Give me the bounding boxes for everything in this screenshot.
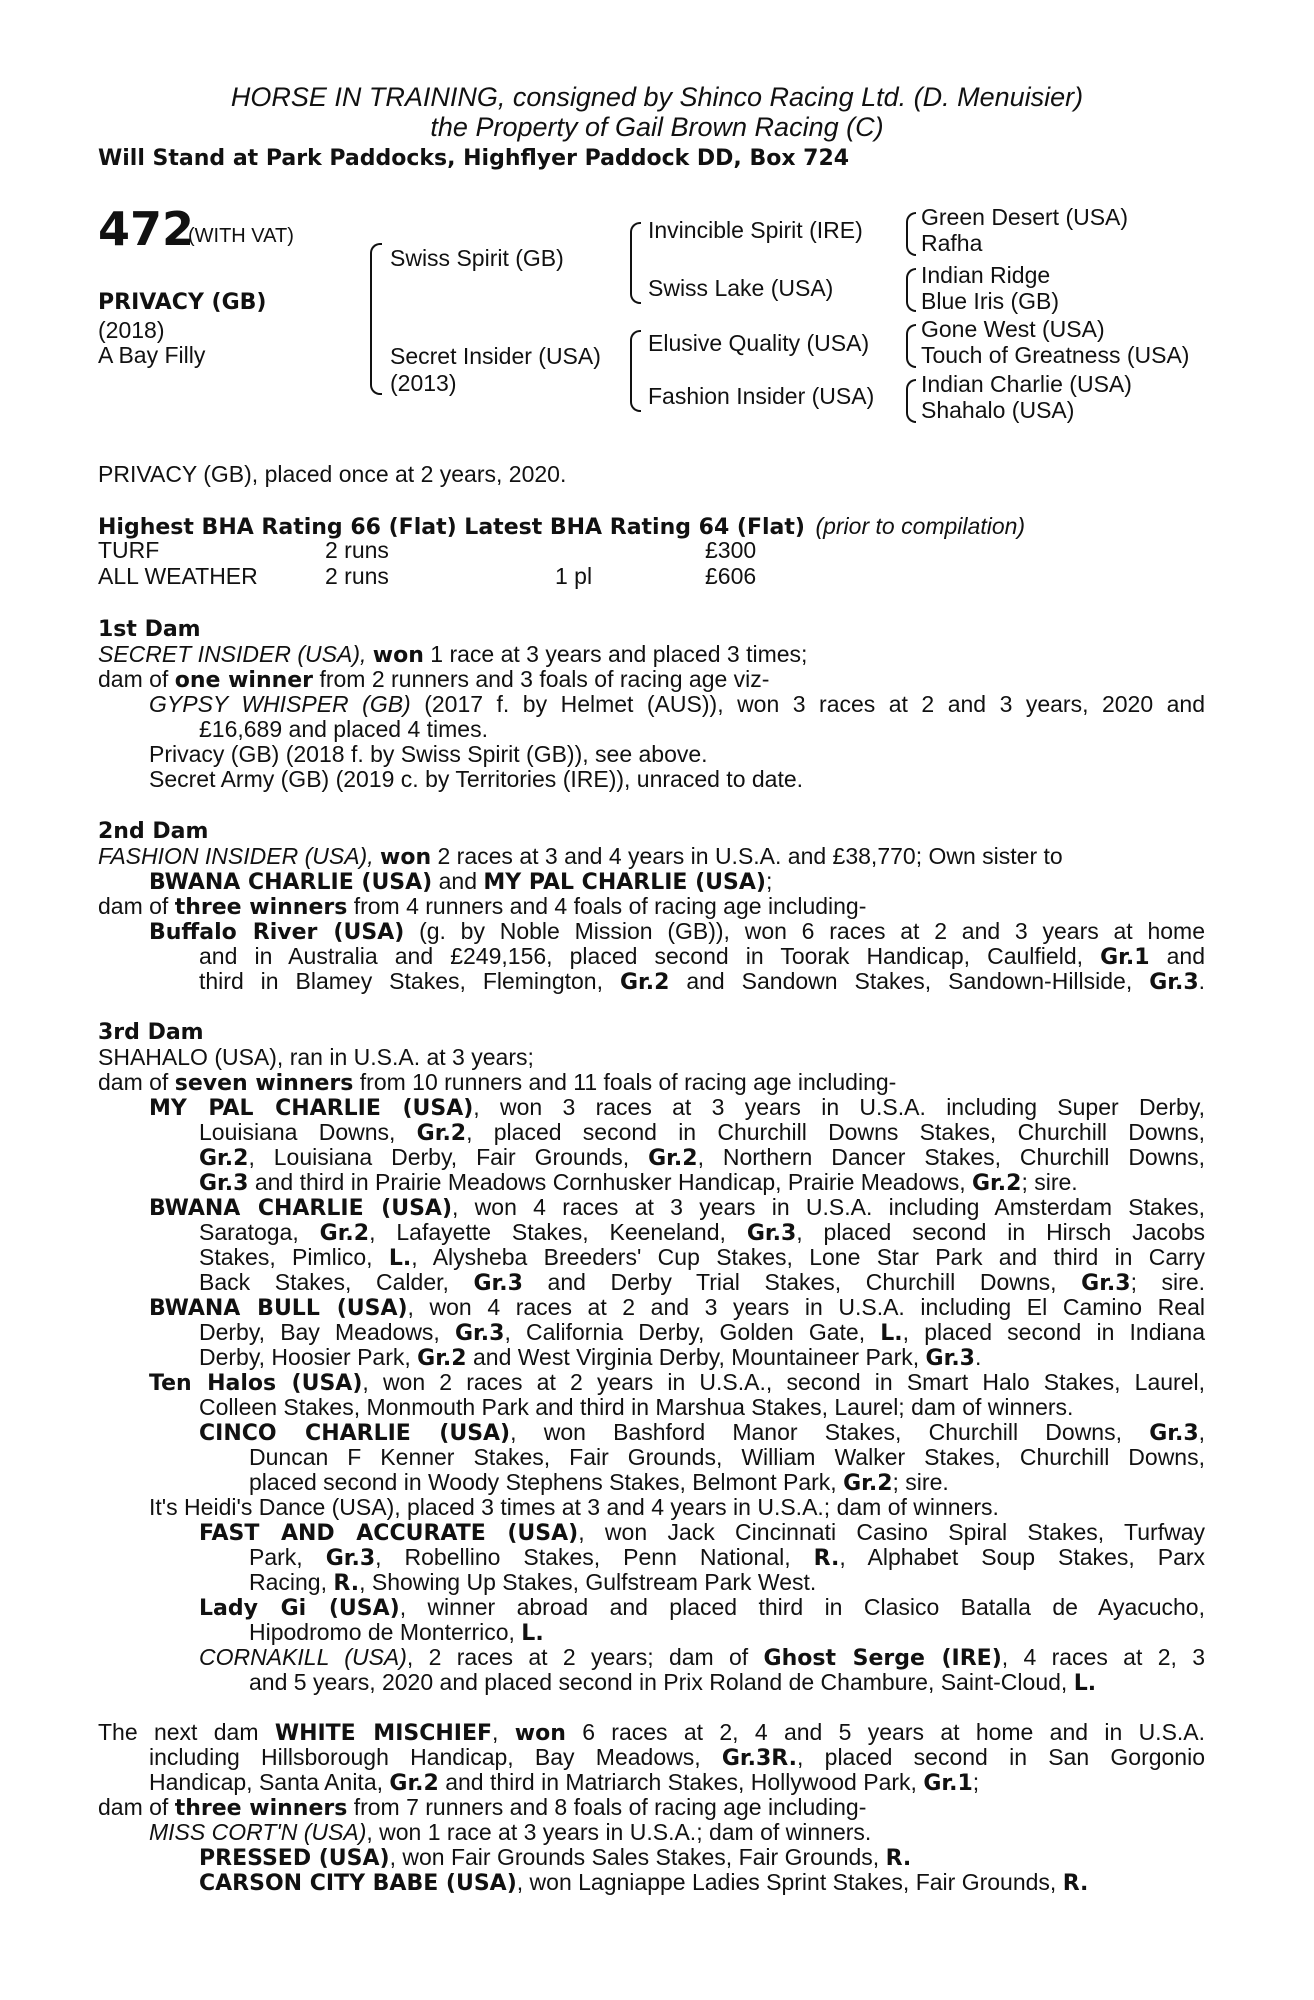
bwana-bull-line-1: BWANA BULL (USA), won 4 races at 2 and 3 years in U.S.A. including El Camino Real: [149, 1294, 1205, 1321]
my-pal-charlie-line-2: Louisiana Downs, Gr.2, placed second in Churchill Downs Stakes, Churchill Downs,: [199, 1119, 1205, 1146]
first-dam-heading: 1st Dam: [98, 617, 201, 642]
horse-year: (2018): [98, 317, 165, 343]
pedigree-ssd: Rafha: [921, 230, 983, 256]
pedigree-sire: Swiss Spirit (GB): [390, 245, 564, 271]
next-dam-line-1: The next dam WHITE MISCHIEF, won 6 races at 2, 4 and 5 years at home and in U.S.A.: [98, 1719, 1206, 1746]
pedigree-brace-ds: [906, 324, 916, 368]
pedigree-sdd: Blue Iris (GB): [921, 288, 1060, 314]
pedigree-brace-sd: [906, 268, 916, 312]
header-line-1: HORSE IN TRAINING, consigned by Shinco Racing Ltd. (D. Menuisier): [230, 82, 1084, 112]
buffalo-river-line-3: third in Blamey Stakes, Flemington, Gr.2 and Sandown Stakes, Sandown-Hillside, Gr.3.: [199, 968, 1206, 995]
third-dam-heading: 3rd Dam: [98, 1020, 204, 1045]
carson-city-babe-entry: CARSON CITY BABE (USA), won Lagniappe Ladies Sprint Stakes, Fair Grounds, R.: [199, 1869, 1089, 1896]
pedigree-dam: Secret Insider (USA): [390, 343, 601, 369]
second-dam-line-3: dam of three winners from 4 runners and 4 foals of racing age including-: [98, 893, 867, 920]
vat-note: (WITH VAT): [188, 225, 294, 247]
first-dam-line-2: dam of one winner from 2 runners and 3 foals of racing age viz-: [98, 666, 770, 693]
first-dam-line-1: SECRET INSIDER (USA), won 1 race at 3 years and placed 3 times;: [98, 641, 808, 668]
cinco-charlie-line-3: placed second in Woody Stephens Stakes, Belmont Park, Gr.2; sire.: [249, 1469, 949, 1496]
bwana-bull-line-2: Derby, Bay Meadows, Gr.3, California Derby, Golden Gate, L., placed second in Indiana: [199, 1319, 1206, 1346]
horse-description: A Bay Filly: [98, 342, 206, 368]
pedigree-dd: Fashion Insider (USA): [648, 383, 875, 409]
cinco-charlie-line-1: CINCO CHARLIE (USA), won Bashford Manor Stakes, Churchill Downs, Gr.3,: [199, 1419, 1206, 1446]
pedigree-brace-sire: [630, 222, 641, 304]
pedigree-ddd: Shahalo (USA): [921, 397, 1075, 423]
gypsy-whisper-line-2: £16,689 and placed 4 times.: [199, 716, 488, 742]
cinco-charlie-line-2: Duncan F Kenner Stakes, Fair Grounds, William Walker Stakes, Churchill Downs,: [249, 1444, 1205, 1470]
heidis-dance-entry: It's Heidi's Dance (USA), placed 3 times at 3 and 4 years in U.S.A.; dam of winners.: [149, 1494, 999, 1520]
lot-number: 472: [98, 202, 195, 256]
lady-gi-line-2: Hipodromo de Monterrico, L.: [249, 1619, 544, 1646]
lady-gi-line-1: Lady Gi (USA), winner abroad and placed third in Clasico Batalla de Ayacucho,: [199, 1594, 1205, 1621]
pedigree-sss: Green Desert (USA): [921, 204, 1129, 230]
second-dam-heading: 2nd Dam: [98, 819, 209, 844]
header-line-3: Will Stand at Park Paddocks, Highflyer Paddock DD, Box 724: [98, 146, 850, 171]
pedigree-brace-main: [370, 243, 382, 395]
header-line-2: the Property of Gail Brown Racing (C): [430, 112, 884, 142]
cornakill-line-1: CORNAKILL (USA), 2 races at 2 years; dam of Ghost Serge (IRE), 4 races at 2, 3: [199, 1644, 1206, 1671]
my-pal-charlie-line-1: MY PAL CHARLIE (USA), won 3 races at 3 years in U.S.A. including Super Derby,: [149, 1094, 1205, 1121]
pedigree-dsd: Touch of Greatness (USA): [921, 342, 1190, 368]
aw-surface: ALL WEATHER: [98, 563, 258, 589]
my-pal-charlie-line-4: Gr.3 and third in Prairie Meadows Cornhusker Handicap, Prairie Meadows, Gr.2; sire.: [199, 1169, 1078, 1196]
next-dam-line-4: dam of three winners from 7 runners and 8 foals of racing age including-: [98, 1794, 867, 1821]
turf-runs: 2 runs: [325, 537, 389, 563]
pedigree-dds: Indian Charlie (USA): [921, 371, 1132, 397]
miss-cortn-entry: MISS CORT'N (USA), won 1 race at 3 years in U.S.A.; dam of winners.: [149, 1819, 872, 1845]
third-dam-line-1: SHAHALO (USA), ran in U.S.A. at 3 years;: [98, 1044, 534, 1070]
bha-rating-text: Highest BHA Rating 66 (Flat) Latest BHA Rating 64 (Flat): [98, 515, 805, 540]
bwana-charlie-line-1: BWANA CHARLIE (USA), won 4 races at 3 years in U.S.A. including Amsterdam Stakes,: [149, 1194, 1205, 1221]
bwana-bull-line-3: Derby, Hoosier Park, Gr.2 and West Virginia Derby, Mountaineer Park, Gr.3.: [199, 1344, 982, 1371]
bha-rating-note: (prior to compilation): [815, 513, 1026, 539]
secret-army-entry: Secret Army (GB) (2019 c. by Territories (IRE)), unraced to date.: [149, 766, 804, 792]
pedigree-brace-ss: [906, 212, 916, 256]
fast-and-accurate-line-1: FAST AND ACCURATE (USA), won Jack Cincinnati Casino Spiral Stakes, Turfway: [199, 1519, 1205, 1546]
my-pal-charlie-line-3: Gr.2, Louisiana Derby, Fair Grounds, Gr.2, Northern Dancer Stakes, Churchill Downs,: [199, 1144, 1206, 1171]
pedigree-sds: Indian Ridge: [921, 262, 1051, 288]
second-dam-line-1: FASHION INSIDER (USA), won 2 races at 3 and 4 years in U.S.A. and £38,770; Own sister to: [98, 843, 1063, 870]
pedigree-dss: Gone West (USA): [921, 316, 1105, 342]
fast-and-accurate-line-2: Park, Gr.3, Robellino Stakes, Penn National, R., Alphabet Soup Stakes, Parx: [249, 1544, 1206, 1571]
horse-name: PRIVACY (GB): [98, 290, 267, 315]
pedigree-ss: Invincible Spirit (IRE): [648, 217, 863, 243]
cornakill-line-2: and 5 years, 2020 and placed second in Prix Roland de Chambure, Saint-Cloud, L.: [249, 1669, 1097, 1696]
bwana-charlie-line-3: Stakes, Pimlico, L., Alysheba Breeders' Cup Stakes, Lone Star Park and third in Carry: [199, 1244, 1206, 1271]
buffalo-river-line-1: Buffalo River (USA) (g. by Noble Mission (GB)), won 6 races at 2 and 3 years at home: [149, 918, 1206, 945]
pedigree-brace-dam: [630, 330, 641, 412]
turf-surface: TURF: [98, 537, 160, 563]
bwana-charlie-line-2: Saratoga, Gr.2, Lafayette Stakes, Keeneland, Gr.3, placed second in Hirsch Jacobs: [199, 1219, 1206, 1246]
second-dam-line-2: BWANA CHARLIE (USA) and MY PAL CHARLIE (USA);: [149, 868, 773, 895]
ten-halos-line-1: Ten Halos (USA), won 2 races at 2 years in U.S.A., second in Smart Halo Stakes, Laurel,: [149, 1369, 1205, 1396]
ten-halos-line-2: Colleen Stakes, Monmouth Park and third in Marshua Stakes, Laurel; dam of winners.: [199, 1394, 1074, 1420]
turf-prize: £300: [705, 537, 757, 563]
aw-placings: 1 pl: [555, 563, 593, 589]
gypsy-whisper-line-1: GYPSY WHISPER (GB) (2017 f. by Helmet (AUS)), won 3 races at 2 and 3 years, 2020 and: [149, 691, 1206, 717]
pedigree-brace-dd: [906, 379, 916, 423]
third-dam-line-2: dam of seven winners from 10 runners and 11 foals of racing age including-: [98, 1069, 897, 1096]
pressed-entry: PRESSED (USA), won Fair Grounds Sales Stakes, Fair Grounds, R.: [199, 1844, 912, 1871]
fast-and-accurate-line-3: Racing, R., Showing Up Stakes, Gulfstream Park West.: [249, 1569, 817, 1596]
privacy-entry: Privacy (GB) (2018 f. by Swiss Spirit (GB)), see above.: [149, 741, 708, 767]
next-dam-line-3: Handicap, Santa Anita, Gr.2 and third in Matriarch Stakes, Hollywood Park, Gr.1;: [149, 1769, 980, 1796]
pedigree-dam-year: (2013): [390, 370, 457, 396]
aw-runs: 2 runs: [325, 563, 389, 589]
bwana-charlie-line-4: Back Stakes, Calder, Gr.3 and Derby Trial Stakes, Churchill Downs, Gr.3; sire.: [199, 1269, 1206, 1296]
aw-prize: £606: [705, 563, 757, 589]
race-summary: PRIVACY (GB), placed once at 2 years, 2020.: [98, 461, 567, 487]
buffalo-river-line-2: and in Australia and £249,156, placed second in Toorak Handicap, Caulfield, Gr.1 and: [199, 943, 1205, 970]
bha-rating: [98, 514, 1025, 540]
next-dam-line-2: including Hillsborough Handicap, Bay Meadows, Gr.3R., placed second in San Gorgonio: [149, 1744, 1205, 1771]
pedigree-ds: Elusive Quality (USA): [648, 330, 870, 356]
pedigree-sd: Swiss Lake (USA): [648, 275, 834, 301]
